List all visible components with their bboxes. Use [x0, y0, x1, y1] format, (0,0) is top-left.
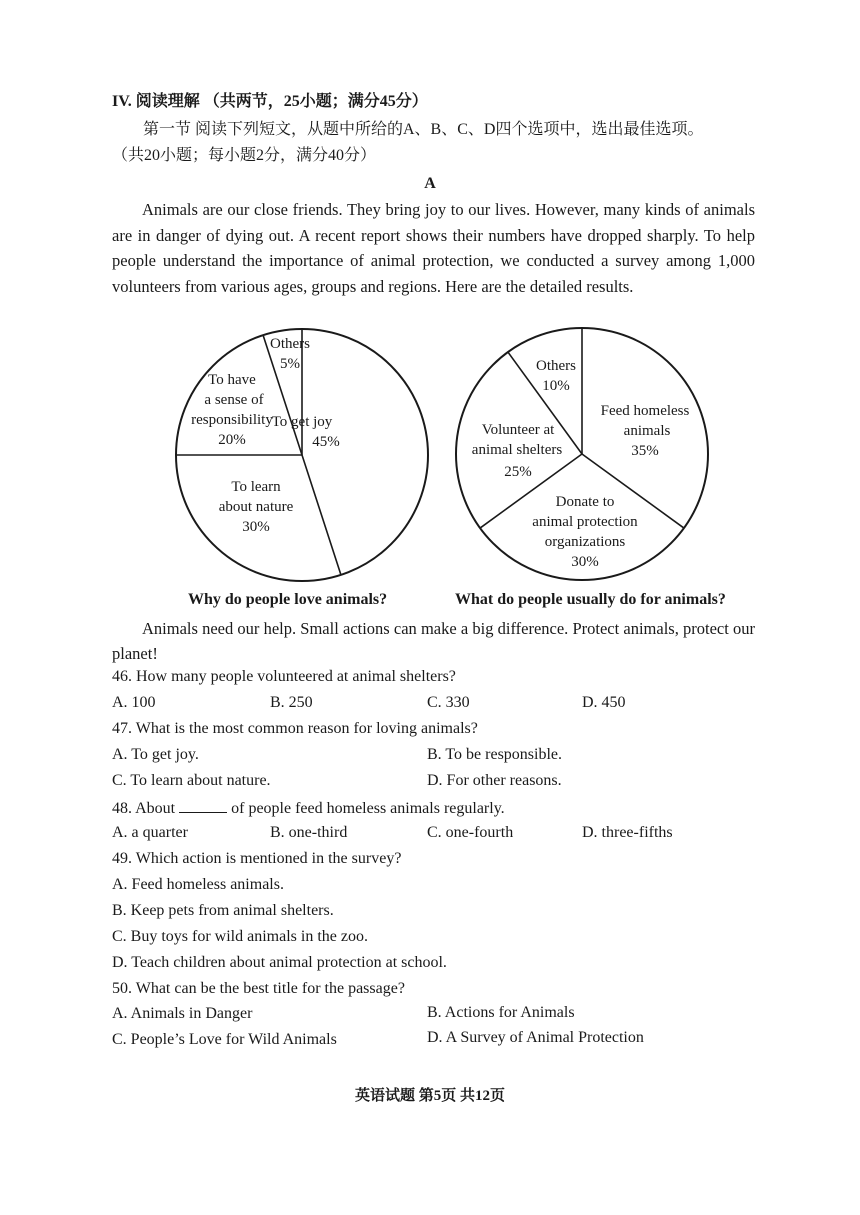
pie1-label-learn-2: about nature [218, 499, 294, 515]
question-48-blank [179, 798, 227, 813]
question-46-option-a[interactable]: A. 100 [112, 694, 156, 711]
passage-intro: Animals are our close friends. They bring joy to our lives. However, many kinds of animals are in danger of dying out. A recent report shows their numbers have dropped sharply. To help people understand the importance of animal protection, we conducted a survey among 1,000 volunteers from various ages, groups and regions. Here are the detailed results. [112, 200, 755, 296]
chart2-caption: What do people usually do for animals? [455, 591, 726, 608]
pie1-label-others: Others [270, 336, 310, 352]
question-48-option-c[interactable]: C. one-fourth [427, 824, 514, 841]
pie1-slices [176, 329, 428, 581]
pie1-label-learn-value: 30% [242, 519, 270, 535]
pie2-label-feed-2: animals [623, 423, 671, 439]
question-46-option-c[interactable]: C. 330 [427, 694, 470, 711]
section-instruction-2: （共20小题；每小题2分，满分40分） [112, 147, 377, 164]
pie2-label-feed-1: Feed homeless [600, 403, 690, 419]
pie1-label-resp-value: 20% [218, 432, 246, 448]
pie1-label-resp-3: responsibility [191, 412, 273, 428]
question-49-option-d[interactable]: D. Teach children about animal protection at school. [112, 954, 447, 971]
pie2-label-donate-2: animal protection [532, 514, 638, 530]
pie2-label-feed-value: 35% [631, 443, 659, 459]
question-49-option-b[interactable]: B. Keep pets from animal shelters. [112, 902, 334, 919]
chart1-caption: Why do people love animals? [188, 591, 388, 608]
pie2-label-others-value: 10% [542, 378, 570, 394]
question-47-option-d[interactable]: D. For other reasons. [427, 772, 562, 789]
pie1-label-others-value: 5% [280, 356, 300, 372]
pie2-label-volunteer-2: animal shelters [471, 442, 563, 458]
question-49-option-a[interactable]: A. Feed homeless animals. [112, 876, 284, 893]
pie-chart-actions [455, 326, 725, 586]
pie2-label-donate-value: 30% [571, 554, 599, 570]
question-48-option-b[interactable]: B. one-third [270, 824, 348, 841]
question-46-option-d[interactable]: D. 450 [582, 694, 626, 711]
question-48-option-a[interactable]: A. a quarter [112, 824, 188, 841]
pie2-label-volunteer-value: 25% [504, 464, 532, 480]
passage-label: A [424, 175, 436, 192]
pie1-label-learn-1: To learn [231, 479, 281, 495]
question-50-stem: 50. What can be the best title for the passage? [112, 980, 405, 997]
question-48-option-d[interactable]: D. three-fifths [582, 824, 673, 841]
question-49-option-c[interactable]: C. Buy toys for wild animals in the zoo. [112, 928, 368, 945]
section-instruction-1: 第一节 阅读下列短文，从题中所给的A、B、C、D四个选项中，选出最佳选项。 [143, 121, 704, 138]
question-47-option-a[interactable]: A. To get joy. [112, 746, 199, 763]
pie1-label-resp-2: a sense of [204, 392, 264, 408]
pie1-label-joy-value: 45% [312, 434, 340, 450]
question-46-stem: 46. How many people volunteered at animal shelters? [112, 668, 456, 685]
pie-chart-love-reasons [168, 326, 438, 586]
pie2-label-others: Others [536, 358, 576, 374]
question-47-option-c[interactable]: C. To learn about nature. [112, 772, 271, 789]
pie2-label-donate-3: organizations [544, 534, 626, 550]
pie1-label-joy-name: To get joy [271, 414, 333, 430]
question-49-stem: 49. Which action is mentioned in the survey? [112, 850, 402, 867]
question-47-stem: 47. What is the most common reason for loving animals? [112, 720, 478, 737]
pie1-label-resp-1: To have [208, 372, 256, 388]
question-48-stem-pre: 48. About [112, 800, 176, 817]
question-48-stem [112, 798, 505, 818]
question-50-option-c[interactable]: C. People’s Love for Wild Animals [112, 1031, 337, 1048]
section-title: IV. 阅读理解 （共两节，25小题；满分45分） [112, 93, 428, 110]
question-47-option-b[interactable]: B. To be responsible. [427, 746, 563, 763]
question-50-option-d[interactable]: D. A Survey of Animal Protection [427, 1029, 644, 1046]
page-footer: 英语试题 第5页 共12页 [354, 1088, 505, 1104]
question-50-option-b[interactable]: B. Actions for Animals [427, 1004, 575, 1021]
pie2-label-donate-1: Donate to [555, 494, 615, 510]
question-48-stem-post: of people feed homeless animals regularly. [231, 800, 505, 817]
passage-closing: Animals need our help. Small actions can make a big difference. Protect animals, protect our planet! [112, 619, 755, 663]
question-50-option-a[interactable]: A. Animals in Danger [112, 1005, 253, 1022]
question-46-option-b[interactable]: B. 250 [270, 694, 313, 711]
pie2-label-volunteer-1: Volunteer at [481, 422, 555, 438]
